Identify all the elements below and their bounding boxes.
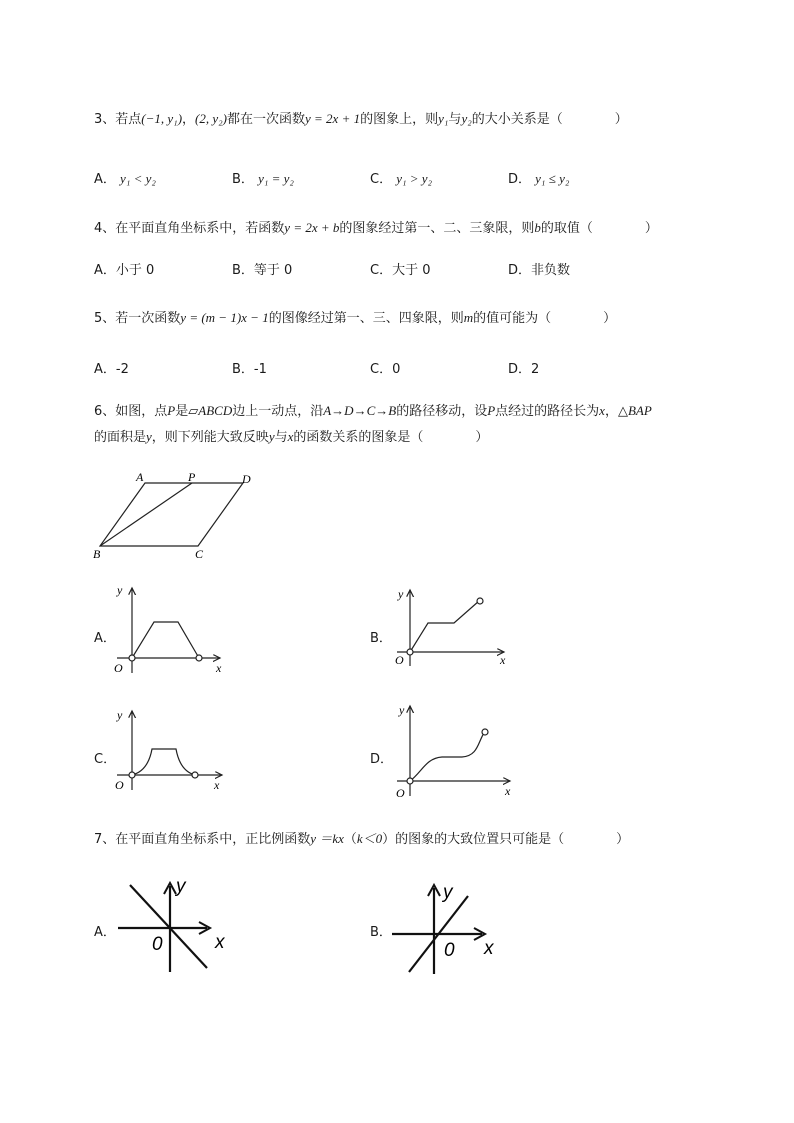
q4-function: y = 2x + b xyxy=(284,220,340,235)
q4-option-d[interactable] xyxy=(508,259,570,278)
q7-text-2: （ xyxy=(343,832,357,847)
option-label: D． xyxy=(508,172,532,187)
q6-y-2: y xyxy=(268,429,275,444)
q6-text-2: 是 xyxy=(175,404,189,419)
axis-x-label: x xyxy=(215,932,225,953)
q6-text-6: ， xyxy=(604,404,618,419)
option-label: A． xyxy=(94,362,116,377)
vertex-label-b: B xyxy=(93,547,101,561)
option-label: D． xyxy=(508,362,532,377)
q6-p: P xyxy=(167,403,176,418)
q4-stem xyxy=(94,217,658,236)
q3-option-c[interactable] xyxy=(370,168,432,187)
axis-x-label: x xyxy=(505,784,511,798)
q4-option-c[interactable] xyxy=(370,259,430,278)
option-label: B． xyxy=(232,263,254,278)
q6-text-1: 如图，点 xyxy=(115,404,168,419)
q5-text-2: 的图像经过第一、三、四象限，则 xyxy=(268,311,464,326)
origin-label: 0 xyxy=(444,940,455,961)
q6-option-c-label[interactable]: C． xyxy=(94,752,117,767)
option-expr: y₁ < y₂ xyxy=(120,171,156,186)
option-text: 等于 0 xyxy=(253,263,293,278)
q7-option-a-label[interactable]: A． xyxy=(94,925,116,940)
origin-label: O xyxy=(114,661,123,675)
q3-y1: y₁ xyxy=(438,111,449,126)
q5-option-b[interactable] xyxy=(232,358,267,377)
q3-y2: y₂ xyxy=(461,111,472,126)
axis-y-label: y xyxy=(398,587,404,601)
option-text: 大于 0 xyxy=(392,263,431,278)
q6-text-5: 点经过的路径长为 xyxy=(495,404,600,419)
q6-stem-line-2 xyxy=(94,426,488,445)
q4-text-3: 的取值（ ） xyxy=(540,221,658,236)
q3-text-2: 都在一次函数 xyxy=(227,112,306,127)
q6-option-b-label[interactable]: B． xyxy=(370,631,392,646)
origin-label: O xyxy=(115,778,124,792)
q7-number: 7、 xyxy=(94,832,116,847)
axis-x-label: x xyxy=(500,653,506,667)
origin-label: 0 xyxy=(152,934,163,955)
option-text: 小于 0 xyxy=(115,263,155,278)
q3-text-3: 的图象上，则 xyxy=(360,112,439,127)
q6-y: y xyxy=(146,429,152,444)
q6-option-a-graph[interactable] xyxy=(112,578,232,678)
q4-option-a[interactable] xyxy=(94,259,154,278)
q3-option-d[interactable] xyxy=(508,168,569,187)
axis-x-label: x xyxy=(484,938,494,959)
q3-option-a[interactable] xyxy=(94,168,156,187)
q7-option-b-label[interactable]: B． xyxy=(370,925,392,940)
q4-text-1: 在平面直角坐标系中，若函数 xyxy=(115,221,285,236)
q4-number: 4、 xyxy=(94,221,116,236)
q6-number: 6、 xyxy=(94,404,116,419)
q5-text-1: 若一次函数 xyxy=(115,311,181,326)
option-label: B． xyxy=(232,172,254,187)
option-label: C． xyxy=(370,172,393,187)
q6-x-2: x xyxy=(287,429,294,444)
axis-y-label: y xyxy=(117,583,123,597)
axis-x-label: x xyxy=(216,661,222,675)
option-label: D． xyxy=(508,263,532,278)
vertex-label-a: A xyxy=(136,470,144,484)
q7-function: y ＝kx xyxy=(310,831,344,846)
q3-comma: ， xyxy=(182,112,196,127)
q7-stem xyxy=(94,828,629,847)
q5-m: m xyxy=(463,310,474,325)
q5-number: 5、 xyxy=(94,311,116,326)
q3-text-5: 的大小关系是（ ） xyxy=(471,112,628,127)
q7-option-a-graph[interactable] xyxy=(115,870,240,975)
q6-text-10: 的函数关系的图象是（ ） xyxy=(293,430,489,445)
q6-option-d-label[interactable]: D． xyxy=(370,752,394,767)
q5-function: y = (m − 1)x − 1 xyxy=(180,310,269,325)
q7-option-b-graph[interactable] xyxy=(390,876,510,981)
q6-text-8: ，则下列能大致反映 xyxy=(151,430,269,445)
q6-parallelogram: ▱ABCD xyxy=(188,403,233,418)
option-label: A． xyxy=(94,172,116,187)
q5-stem xyxy=(94,307,616,326)
q3-point-2: (2, y₂) xyxy=(195,111,227,126)
axis-x-label: x xyxy=(214,778,220,792)
option-label: A． xyxy=(94,263,116,278)
q4-text-2: 的图象经过第一、二、三象限，则 xyxy=(339,221,535,236)
q6-text-7: 的面积是 xyxy=(94,430,147,445)
q6-text-4: 的路径移动，设 xyxy=(396,404,488,419)
option-expr: y₁ ≤ y₂ xyxy=(535,171,570,186)
q6-path: A→D→C→B xyxy=(323,403,397,418)
option-text: 2 xyxy=(531,362,540,377)
q3-option-b[interactable] xyxy=(232,168,294,187)
axis-y-label: y xyxy=(399,703,405,717)
option-expr: y₁ = y₂ xyxy=(258,171,294,186)
q3-number: 3、 xyxy=(94,112,116,127)
q3-text-4: 与 xyxy=(448,112,462,127)
q6-text-9: 与 xyxy=(274,430,288,445)
q5-option-a[interactable] xyxy=(94,358,129,377)
q3-function: y = 2x + 1 xyxy=(305,111,361,126)
q6-option-d-graph[interactable] xyxy=(392,702,517,802)
axis-y-label: y xyxy=(176,876,186,897)
option-label: B． xyxy=(232,362,254,377)
q5-text-3: 的值可能为（ ） xyxy=(473,311,617,326)
vertex-label-p: P xyxy=(188,470,196,484)
q6-stem-line-1 xyxy=(94,400,652,419)
option-text: -2 xyxy=(115,362,129,377)
q6-x: x xyxy=(599,403,605,418)
q3-text-1: 若点 xyxy=(115,112,142,127)
option-expr: y₁ > y₂ xyxy=(396,171,433,186)
option-text: 0 xyxy=(392,362,401,377)
axis-y-label: y xyxy=(117,708,123,722)
q7-condition: k＜0 xyxy=(356,831,383,846)
axis-y-label: y xyxy=(443,882,453,903)
q6-triangle: △BAP xyxy=(617,403,652,418)
q4-b: b xyxy=(534,220,541,235)
option-text: -1 xyxy=(253,362,267,377)
q7-text-1: 在平面直角坐标系中，正比例函数 xyxy=(115,832,311,847)
q3-point-1: (−1, y₁) xyxy=(141,111,183,126)
q5-option-d[interactable] xyxy=(508,358,539,377)
q3-stem xyxy=(94,108,628,127)
q7-text-3: ）的图象的大致位置只可能是（ ） xyxy=(382,832,630,847)
parallelogram-figure xyxy=(88,466,268,566)
option-label: C． xyxy=(370,263,393,278)
option-text: 非负数 xyxy=(531,263,571,278)
q6-text-3: 边上一动点，沿 xyxy=(232,404,324,419)
q6-p-2: P xyxy=(487,403,496,418)
q6-option-b-graph[interactable] xyxy=(392,586,517,671)
vertex-label-d: D xyxy=(242,472,251,486)
q5-option-c[interactable] xyxy=(370,358,400,377)
origin-label: O xyxy=(395,653,404,667)
origin-label: O xyxy=(396,786,405,800)
vertex-label-c: C xyxy=(195,547,204,561)
q6-option-c-graph[interactable] xyxy=(112,705,232,795)
q4-option-b[interactable] xyxy=(232,259,292,278)
option-label: C． xyxy=(370,362,393,377)
q6-option-a-label[interactable]: A． xyxy=(94,631,116,646)
